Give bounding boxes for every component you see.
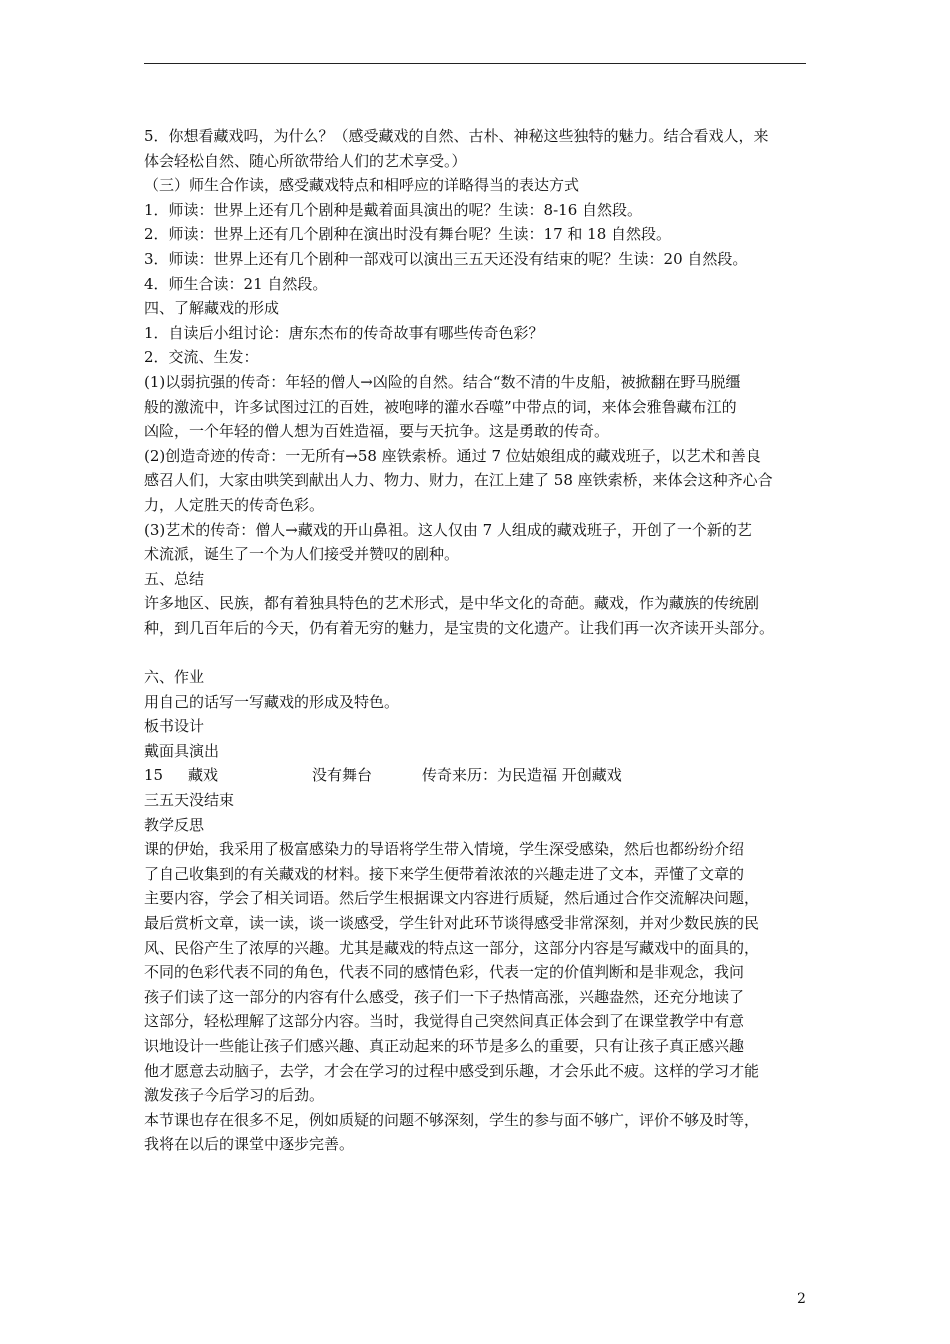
text-line: (2)创造奇迹的传奇：一无所有→58 座铁索桥。通过 7 位姑娘组成的藏戏班子，以艺术和善良	[144, 446, 761, 465]
text-line: 了自己收集到的有关藏戏的材料。接下来学生便带着浓浓的兴趣走进了文本，弄懂了文章的	[144, 864, 745, 883]
text-line: 板书设计	[144, 717, 205, 736]
board-middle: 没有舞台	[312, 766, 373, 785]
board-right: 传奇来历：为民造福 开创藏戏	[422, 766, 622, 785]
text-line: 2．师读：世界上还有几个剧种在演出时没有舞台呢？生读：17 和 18 自然段。	[144, 225, 672, 244]
text-line: 五、总结	[144, 569, 205, 588]
text-line: (3)艺术的传奇：僧人→藏戏的开山鼻祖。这人仅由 7 人组成的藏戏班子，开创了一个新的艺	[144, 520, 752, 539]
lesson-steps	[144, 124, 816, 640]
blank-line	[144, 640, 816, 665]
page-number: 2	[797, 1291, 806, 1307]
text-line: 1．师读：世界上还有几个剧种是戴着面具演出的呢？生读：8-16 自然段。	[144, 200, 643, 219]
text-line: 2．交流、生发：	[144, 348, 259, 367]
text-line: 用自己的话写一写藏戏的形成及特色。	[144, 692, 400, 711]
text-line: 识地设计一些能让孩子们感兴趣、真正动起来的环节是多么的重要，只有让孩子真正感兴趣	[144, 1036, 745, 1055]
text-line: 凶险，一个年轻的僧人想为百姓造福，要与天抗争。这是勇敢的传奇。	[144, 422, 610, 441]
text-line: 激发孩子今后学习的后劲。	[144, 1086, 325, 1105]
homework-and-board	[144, 665, 816, 763]
text-line: (1)以弱抗强的传奇：年轻的僧人→凶险的自然。结合“数不清的牛皮船，被掀翻在野马脱缰	[144, 372, 741, 391]
text-line: 他才愿意去动脑子，去学，才会在学习的过程中感受到乐趣，才会乐此不疲。这样的学习才能	[144, 1061, 760, 1080]
text-line: 风、民俗产生了浓厚的兴趣。尤其是藏戏的特点这一部分，这部分内容是写藏戏中的面具的，	[144, 938, 760, 957]
text-line: 5．你想看藏戏吗，为什么？（感受藏戏的自然、古朴、神秘这些独特的魅力。结合看戏人，来	[144, 127, 769, 145]
text-line: 力，人定胜天的传奇色彩。	[144, 495, 325, 514]
text-line: 3．师读：世界上还有几个剧种一部戏可以演出三五天还没有结束的呢？生读：20 自然段。	[144, 249, 748, 268]
header-rule	[144, 63, 806, 64]
text-line: 三五天没结束	[144, 791, 235, 810]
text-line: 体会轻松自然、随心所欲带给人们的艺术享受。）	[144, 151, 467, 170]
text-line: 感召人们，大家由哄笑到献出人力、物力、财力，在江上建了 58 座铁索桥，来体会这种齐心合	[144, 471, 773, 490]
board-number: 15	[144, 766, 164, 785]
teaching-reflection	[144, 788, 816, 1157]
board-title: 藏戏	[188, 766, 219, 785]
text-line: 戴面具演出	[144, 741, 220, 760]
text-line: 这部分，轻松理解了这部分内容。当时，我觉得自己突然间真正体会到了在课堂教学中有意	[144, 1012, 745, 1031]
text-line: 孩子们读了这一部分的内容有什么感受，孩子们一下子热情高涨，兴趣盎然，还充分地读了	[144, 987, 745, 1006]
text-line: 不同的色彩代表不同的角色，代表不同的感情色彩，代表一定的价值判断和是非观念，我问	[144, 963, 745, 982]
text-line: 主要内容，学会了相关词语。然后学生根据课文内容进行质疑，然后通过合作交流解决问题，	[144, 889, 760, 908]
text-line: 许多地区、民族，都有着独具特色的艺术形式，是中华文化的奇葩。藏戏，作为藏族的传统剧	[144, 594, 760, 613]
text-line: （三）师生合作读，感受藏戏特点和相呼应的详略得当的表达方式	[144, 176, 580, 195]
text-line: 我将在以后的课堂中逐步完善。	[144, 1135, 355, 1154]
document-body	[144, 124, 816, 1157]
text-line: 教学反思	[144, 815, 205, 834]
text-line: 六、作业	[144, 668, 205, 687]
text-line: 1．自读后小组讨论：唐东杰布的传奇故事有哪些传奇色彩？	[144, 323, 544, 342]
text-line: 本节课也存在很多不足，例如质疑的问题不够深刻，学生的参与面不够广，评价不够及时等，	[144, 1110, 760, 1129]
text-line: 课的伊始，我采用了极富感染力的导语将学生带入情境，学生深受感染，然后也都纷纷介绍	[144, 840, 745, 859]
text-line: 四、了解藏戏的形成	[144, 299, 280, 318]
text-line: 种，到几百年后的今天，仍有着无穷的魅力，是宝贵的文化遗产。让我们再一次齐读开头部分。	[144, 618, 775, 637]
text-line: 术流派，诞生了一个为人们接受并赞叹的剧种。	[144, 545, 460, 564]
text-line: 般的激流中，许多试图过江的百姓，被咆哮的灌水吞噬”中带点的词，来体会雅鲁藏布江的	[144, 397, 737, 416]
text-line: 最后赏析文章，读一读，谈一谈感受，学生针对此环节谈得感受非常深刻，并对少数民族的民	[144, 914, 760, 932]
text-line: 4．师生合读：21 自然段。	[144, 274, 328, 293]
board-design-row	[144, 763, 816, 788]
